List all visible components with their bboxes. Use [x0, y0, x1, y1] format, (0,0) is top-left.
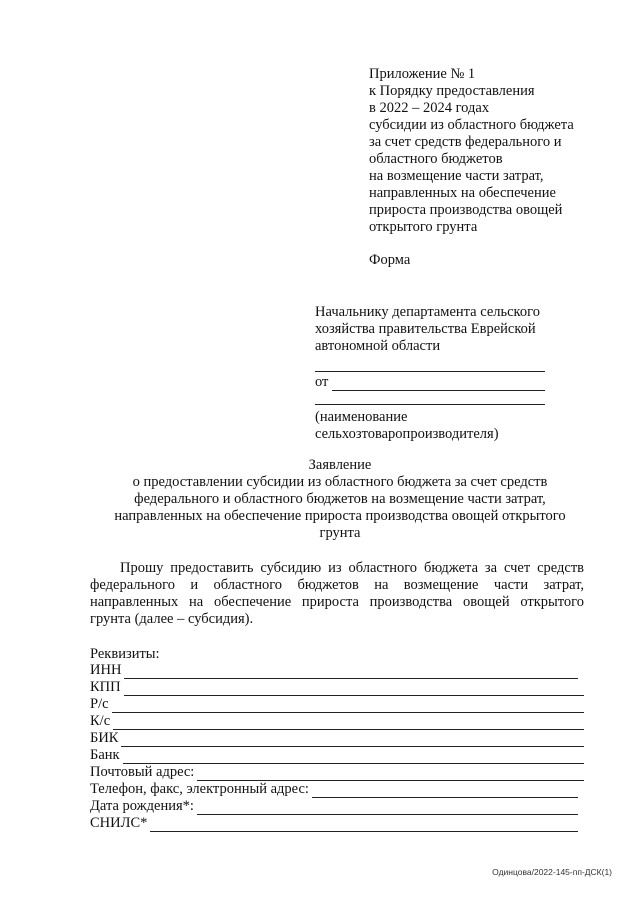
appendix-line: к Порядку предоставления: [369, 83, 535, 99]
field-blank-line[interactable]: [121, 733, 584, 747]
field-label: Почтовый адрес:: [90, 764, 195, 780]
field-label: Банк: [90, 747, 120, 763]
field-blank-line[interactable]: [124, 665, 578, 679]
from-label: от: [315, 374, 329, 390]
field-birth-date: [90, 798, 584, 815]
field-bank: [90, 747, 584, 764]
statement-line: направленных на обеспечение прироста производства овощей открытого: [114, 508, 566, 524]
field-contacts: [90, 781, 584, 798]
field-blank-line[interactable]: [150, 818, 578, 832]
field-label: СНИЛС*: [90, 815, 148, 831]
statement-line: о предоставлении субсидии из областного бюджета за счет средств: [132, 474, 548, 490]
field-label: Телефон, факс, электронный адрес:: [90, 781, 309, 797]
addressee-block: [315, 304, 575, 443]
appendix-block: [369, 66, 609, 236]
appendix-line: направленных на обеспечение: [369, 185, 556, 201]
appendix-line: открытого грунта: [369, 219, 478, 235]
field-blank-line[interactable]: [112, 699, 584, 713]
statement-title: Заявление: [308, 457, 372, 473]
field-bik: [90, 730, 584, 747]
field-snils: [90, 815, 584, 832]
field-label: К/с: [90, 713, 111, 729]
addressee-line: Начальнику департамента сельского: [315, 304, 540, 320]
form-label: Форма: [369, 252, 411, 268]
field-label: Р/с: [90, 696, 109, 712]
requisites-fields: [90, 662, 584, 832]
field-postal-address: [90, 764, 584, 781]
statement-block: [90, 457, 590, 542]
appendix-line: областного бюджетов: [369, 151, 503, 167]
addressee-blank-line[interactable]: [315, 391, 545, 405]
field-rs: [90, 696, 584, 713]
field-label: БИК: [90, 730, 119, 746]
field-ks: [90, 713, 584, 730]
appendix-line: прироста производства овощей: [369, 202, 563, 218]
addressee-blank-line[interactable]: [315, 355, 545, 372]
from-row: [315, 374, 575, 391]
appendix-line: Приложение № 1: [369, 66, 476, 82]
appendix-line: в 2022 – 2024 годах: [369, 100, 490, 116]
field-blank-line[interactable]: [197, 801, 578, 815]
appendix-line: за счет средств федерального и: [369, 134, 562, 150]
field-inn: [90, 662, 584, 679]
field-label: Дата рождения*:: [90, 798, 194, 814]
field-blank-line[interactable]: [123, 750, 584, 764]
requisites-title: Реквизиты:: [90, 646, 160, 662]
field-label: ИНН: [90, 662, 122, 678]
field-blank-line[interactable]: [197, 767, 584, 781]
field-blank-line[interactable]: [113, 716, 584, 730]
appendix-line: на возмещение части затрат,: [369, 168, 544, 184]
addressee-line: автономной области: [315, 338, 441, 354]
appendix-line: субсидии из областного бюджета: [369, 117, 574, 133]
from-blank-line[interactable]: [332, 376, 545, 391]
addressee-note-line: (наименование: [315, 409, 408, 425]
statement-line: грунта: [319, 525, 361, 541]
addressee-line: хозяйства правительства Еврейской: [315, 321, 536, 337]
field-blank-line[interactable]: [124, 682, 584, 696]
request-paragraph: Прошу предоставить субсидию из областного бюджета за счет средств федерального и областного бюджетов на возмещение части затрат, направленных на обеспечение прироста производства овощей открытого грунта (далее – субсидия).: [90, 560, 584, 627]
field-label: КПП: [90, 679, 121, 695]
field-kpp: [90, 679, 584, 696]
field-blank-line[interactable]: [312, 784, 578, 798]
footer-code: Одинцова/2022-145-пп-ДСК(1): [492, 867, 612, 877]
statement-line: федерального и областного бюджетов на возмещение части затрат,: [134, 491, 546, 507]
addressee-note-line: сельхозтоваропроизводителя): [315, 426, 499, 442]
